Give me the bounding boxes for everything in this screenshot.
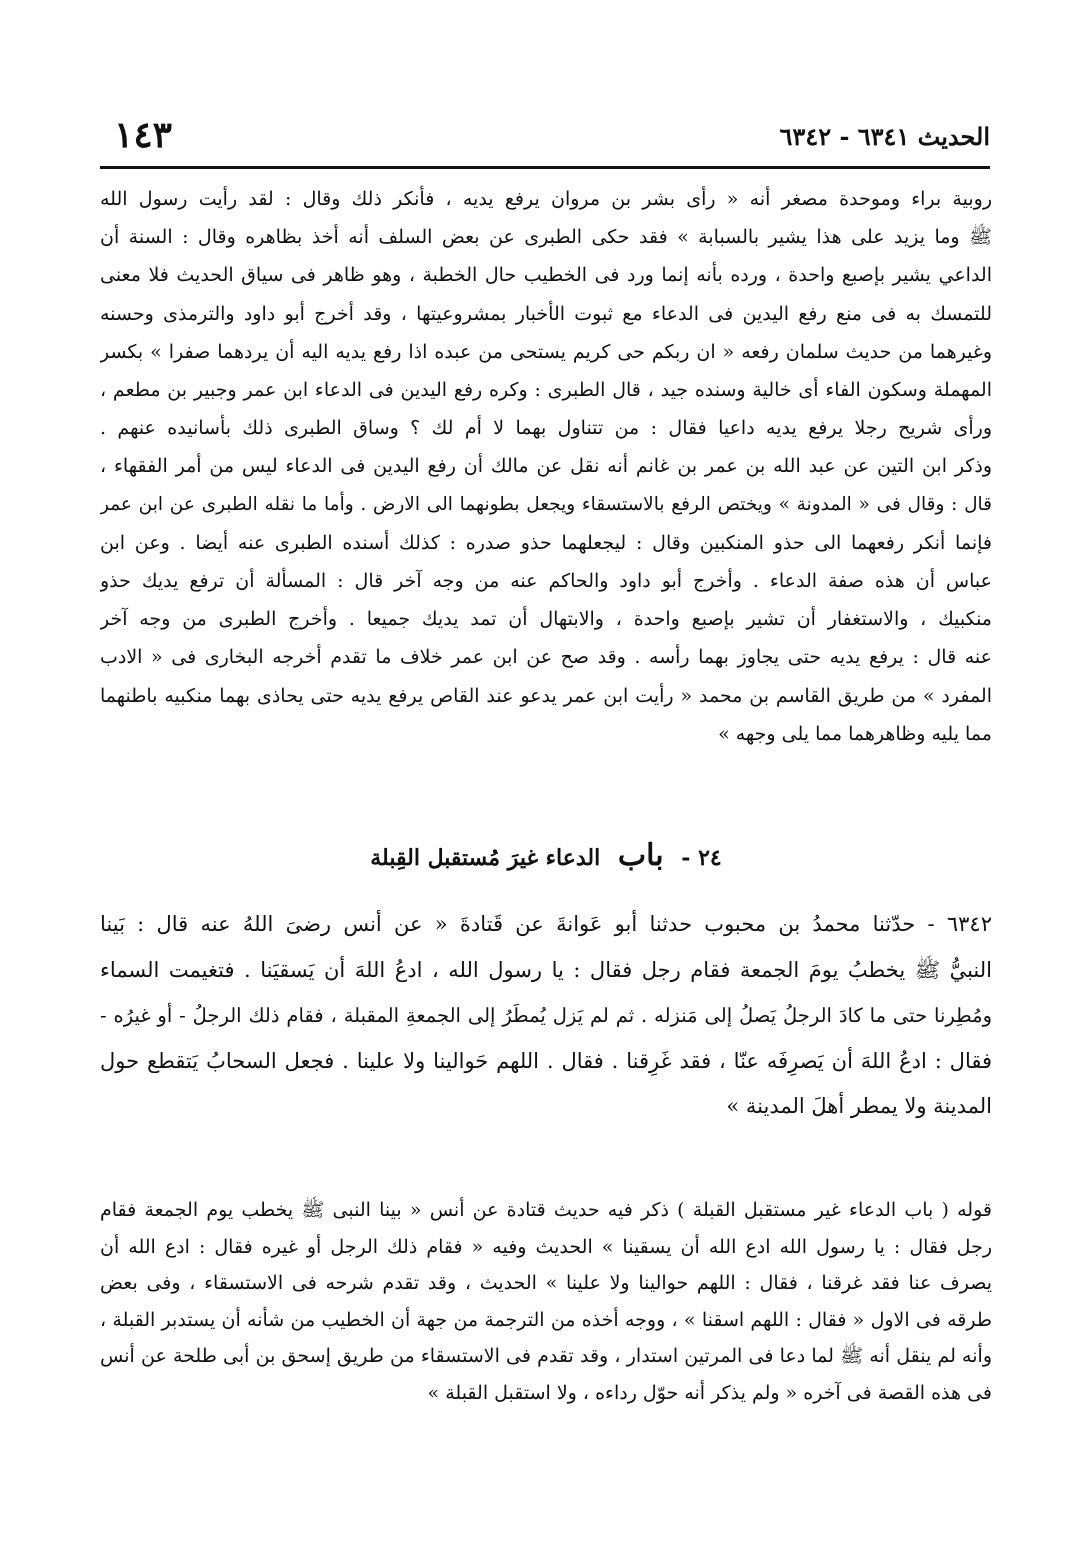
commentary-section-1: [100, 180, 992, 753]
text-line: المهملة وسكون الفاء أى خالية وسنده جيد ، قال الطبرى : وكره رفع اليدين فى الدعاء ابن عمر وجبير بن مطعم ،: [100, 379, 992, 402]
text-line: روبية براء وموحدة مصغر أنه « رأى بشر بن مروان يرفع يديه ، فأنكر ذلك وقال : لقد رأيت رسول الله: [100, 188, 992, 210]
chapter-number: ٢٤ -: [681, 845, 722, 871]
text-line: منكبيك ، والاستغفار أن تشير بإصبع واحدة ، والابتهال أن تمد يديك جميعا . وأخرج الطبرى من وجه آخر: [100, 608, 992, 631]
page-header: [100, 112, 990, 164]
text-line: عنه قال : يرفع يديه حتى يجاوز بهما رأسه . وقد صح عن ابن عمر خلاف ما تقدم أخرجه البخارى فى « الادب: [100, 646, 992, 669]
hadith-line: ومُطِرنا حتى ما كادَ الرجلُ يَصلُ إلى مَنزله . ثم لم يَزل يُمطَرُ إلى الجمعةِ المقبلة ، فقام ذلك الرجلُ - أو غيرُه -: [100, 1004, 992, 1027]
text-line: عباس أن هذه صفة الدعاء . وأخرج أبو داود والحاكم عنه من وجه آخر قال : المسألة أن ترفع يديك حذو: [100, 570, 992, 593]
page-number: ١٤٣: [114, 114, 173, 156]
text-line: ورأى شريح رجلا يرفع يديه داعيا فقال : من تتناول بهما لا أم لك ؟ وساق الطبرى ذلك بأسانيده عنهم .: [100, 417, 992, 440]
running-head: الحديث ٦٣٤١ - ٦٣٤٢: [779, 122, 990, 151]
chapter-title: الدعاء غيرَ مُستقبل القِبلة: [370, 845, 601, 871]
chapter-heading: [100, 838, 992, 873]
text-line: وأنه لم ينقل أنه ﷺ لما دعا فى المرتين استدار ، وقد تقدم فى الاستسقاء من طريق إسحق بن أبى طلحة عن أنس: [100, 1345, 992, 1367]
header-rule: [100, 166, 990, 169]
hadith-line: المدينة ولا يمطر أهلَ المدينة »: [726, 1094, 992, 1118]
text-line: قال : وقال فى « المدونة » ويختص الرفع بالاستسقاء ويجعل بطونهما الى الارض . وأما ما نقله الطبرى عن ابن عمر: [100, 493, 992, 515]
text-line: وغيرهما من حديث سلمان رفعه « ان ربكم حى كريم يستحى من عبده اذا رفع يديه اليه أن يردهما صفرا » بكسر: [100, 340, 992, 363]
hadith-line: فقال : ادعُ اللهَ أن يَصرِفَه عنّا ، فقد غَرِقنا . فقال . اللهم حَوالينا ولا علينا . فجعل السحابُ يَتقطع حول: [100, 1048, 992, 1073]
text-line: قوله ( باب الدعاء غير مستقبل القبلة ) ذكر فيه حديث قتادة عن أنس « بينا النبى ﷺ يخطب يوم الجمعة فقام: [100, 1199, 992, 1221]
text-line: مما يليه وظاهرهما مما يلى وجهه »: [718, 722, 992, 745]
hadith-text: [100, 902, 992, 1130]
text-line: رجل فقال : يا رسول الله ادع الله أن يسقينا » الحديث وفيه « فقام ذلك الرجل أو غيره فقال : ادع الله أن: [100, 1235, 992, 1258]
hadith-line: النبيُّ ﷺ يخطبُ يومَ الجمعة فقام رجل فقال : يا رسول الله ، ادعُ اللهَ أن يَسقيَنا . فتغيمت السماء: [100, 957, 992, 982]
commentary-section-2: [100, 1192, 992, 1411]
text-line: فإنما أنكر رفعهما الى حذو المنكبين وقال : ليجعلهما حذو صدره : كذلك أسنده الطبرى عنه أيضا . وعن ابن: [100, 531, 992, 554]
hadith-line: ٦٣٤٢ - حدّثنا محمدُ بن محبوب حدثنا أبو عَوانةَ عن قَتادةَ « عن أنس رضىَ اللهُ عنه قال : بَينا: [100, 912, 992, 936]
text-line: طرقه فى الاول « فقال : اللهم اسقنا » ، ووجه أخذه من الترجمة من جهة أن الخطيب من شأنه أن يستدبر القبلة ،: [100, 1308, 992, 1331]
text-line: للتمسك به فى منع رفع اليدين فى الدعاء مع ثبوت الأخبار بمشروعيتها ، وقد أخرج أبو داود والترمذى وحسنه: [100, 302, 992, 325]
text-line: يصرف عنا فقد غرقنا ، فقال : اللهم حوالينا ولا علينا » الحديث ، وقد تقدم شرحه فى الاستسقاء ، وفى بعض: [100, 1272, 992, 1294]
text-line: ﷺ وما يزيد على هذا يشير بالسبابة » فقد حكى الطبرى عن بعض السلف أنه أخذ بظاهره وقال : السنة أن: [100, 226, 992, 249]
text-line: وذكر ابن التين عن عبد الله بن عمر بن غانم أنه نقل عن مالك أن رفع اليدين فى الدعاء ليس من أمر الفقهاء ،: [100, 455, 992, 478]
text-line: المفرد » من طريق القاسم بن محمد « رأيت ابن عمر يدعو عند القاص يرفع يديه حتى يحاذى بهما منكبيه باطنهما: [100, 684, 992, 707]
chapter-bab: باب: [617, 838, 664, 873]
text-line: فى هذه القصة فى آخره « ولم يذكر أنه حوّل رداءه ، ولا استقبل القبلة »: [427, 1381, 992, 1404]
text-line: الداعي يشير بإصبع واحدة ، ورده بأنه إنما ورد فى الخطيب حال الخطبة ، وهو ظاهر فى سياق الحديث فلا معنى: [100, 264, 992, 287]
